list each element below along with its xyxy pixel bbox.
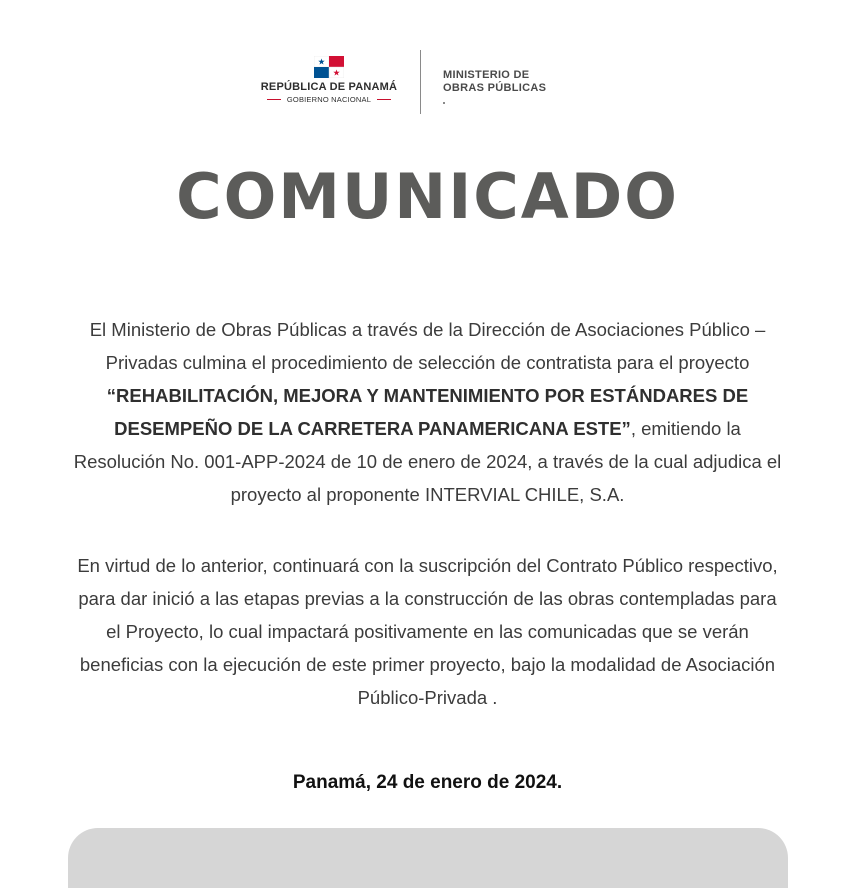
footer-bar [68,828,788,888]
ministry-line-1: MINISTERIO DE [443,69,530,81]
gov-subtitle: GOBIERNO NACIONAL [286,95,372,104]
ministry-line-2: OBRAS PÚBLICAS [443,82,547,94]
gov-subtitle-row [250,95,408,104]
project-name: “REHABILITACIÓN, MEJORA Y MANTENIMIENTO POR ESTÁNDARES DE DESEMPEÑO DE LA CARRETERA PANAMERICANA ESTE” [106,385,749,439]
paragraph-next-steps: En virtud de lo anterior, continuará con la suscripción del Contrato Público respectivo, para dar inició a las etapas previas a la construcción de las obras contempladas para el Proyecto, lo cual impactará positivamente en las comunicadas que se verán beneficias con la ejecución de este primer proyecto, bajo la modalidad de Asociación Público-Privada . [77,555,778,708]
subtitle-rule-left [267,99,281,100]
gov-title: REPÚBLICA DE PANAMÁ [260,81,398,93]
date-line: Panamá, 24 de enero de 2024. [292,772,563,793]
panama-flag-icon [314,56,344,78]
paragraph-award [70,313,785,511]
page-title: COMUNICADO [176,160,679,233]
paragraph-award-outro: , emitiendo la Resolución No. 001-APP-2024 de 10 de enero de 2024, a través de la cual adjudica el proyecto al proponente INTERVIAL CHILE, S.A. [73,418,782,505]
subtitle-rule-right [377,99,391,100]
ministry-name [443,69,546,95]
header [0,50,855,118]
government-logo [250,56,408,104]
paragraph-award-intro: El Ministerio de Obras Públicas a través de la Dirección de Asociaciones Público – Privadas culmina el procedimiento de selección de contratista para el proyecto [89,319,766,373]
ministry-dot [443,102,445,104]
header-divider [420,50,421,114]
